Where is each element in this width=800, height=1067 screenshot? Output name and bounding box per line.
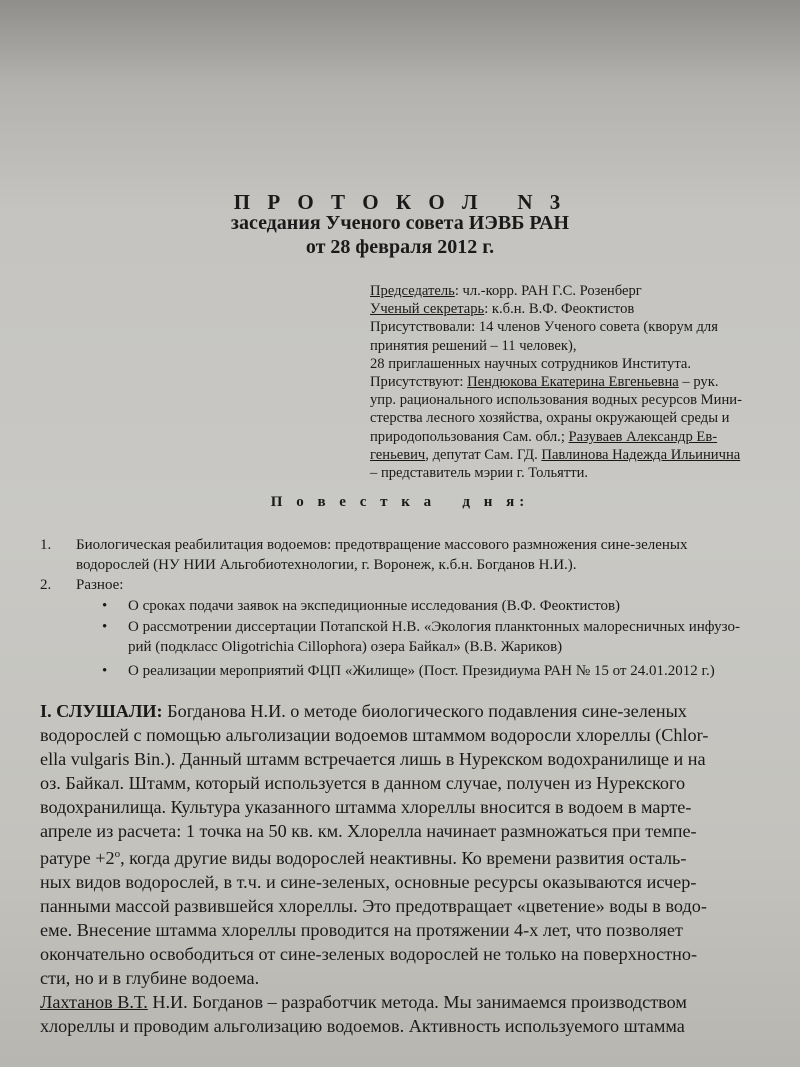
agenda-sub-2-line-1: О рассмотрении диссертации Потапской Н.В. «Экология планктонных малоресничных инфузо-	[128, 619, 740, 635]
chair-line	[370, 282, 770, 300]
body-line-3: ella vulgaris Bin.). Данный штамм встречается лишь в Нурекском водохранилище и на	[40, 748, 706, 769]
secretary-value: : к.б.н. В.Ф. Феоктистов	[484, 301, 635, 318]
attendance-block	[370, 282, 770, 482]
attend-line-3: стерства лесного хозяйства, охраны окружающей среды и	[370, 410, 730, 427]
agenda-list	[40, 535, 800, 681]
body-line-8: ных видов водорослей, в т.ч. и сине-зеленых, основные ресурсы оказываются исчер-	[40, 872, 697, 893]
body-line-14: хлореллы и проводим альголизацию водоемов. Активность используемого штамма	[40, 1015, 685, 1036]
body-line-5: водохранилища. Культура указанного штамма хлореллы вносится в водоем в марте-	[40, 796, 692, 817]
agenda-sub-2-line-2: рий (подкласс Oligotrichia Cillophora) озера Байкал» (В.В. Жариков)	[128, 639, 563, 655]
body-line-7-b: , когда другие виды водорослей неактивны. Ко времени развития осталь-	[120, 848, 687, 869]
agenda-heading: П о в е с т к а д н я:	[270, 494, 530, 510]
secretary-line	[370, 300, 770, 318]
body-line-13-rest: Н.И. Богданов – разработчик метода. Мы занимаемся производством	[147, 991, 687, 1012]
protocol-date: от 28 февраля 2012 г.	[305, 236, 495, 258]
protocol-subtitle: заседания Ученого совета ИЭВБ РАН	[230, 212, 570, 234]
attend-prefix: Присутствуют:	[370, 374, 468, 391]
attend-line-6: – представитель мэрии г. Тольятти.	[370, 465, 589, 482]
body-line-7-a: ратуре +2	[40, 848, 115, 869]
agenda-item-1	[40, 535, 800, 555]
agenda-item-2	[40, 575, 800, 595]
agenda-sub-2-cont	[40, 637, 800, 657]
attendee-name-1: Пендюкова Екатерина Евгеньевна	[467, 374, 679, 391]
body-line-11: окончательно освободиться от сине-зеленых водорослей не только на поверхностно-	[40, 944, 698, 965]
bullet-icon: •	[102, 598, 108, 614]
heard-label: I. СЛУШАЛИ:	[40, 701, 163, 721]
present-line-1: Присутствовали: 14 членов Ученого совета (кворум для	[370, 319, 718, 336]
chair-label: Председатель	[370, 283, 455, 299]
minutes-body	[40, 700, 800, 1039]
attendee-name-2a: Разуваев Александр Ев-	[568, 428, 718, 445]
bullet-icon: •	[102, 619, 108, 635]
bullet-icon: •	[102, 663, 108, 679]
attend-line-4	[370, 428, 770, 446]
body-line-9: панными массой развившейся хлореллы. Это предотвращает «цветение» воды в водо-	[40, 896, 707, 917]
agenda-item-2-line-1: Разное:	[76, 577, 124, 593]
attend-line-1-rest: – рук.	[678, 374, 719, 391]
body-line-4: оз. Байкал. Штамм, который используется в данном случае, получен из Нурекского	[40, 772, 686, 793]
agenda-sub-3-text: О реализации мероприятий ФЦП «Жилище» (Пост. Президиума РАН № 15 от 24.01.2012 г.)	[128, 663, 715, 679]
attend-line-1	[370, 373, 770, 391]
agenda-sub-2	[40, 617, 800, 637]
protocol-title: П Р О Т О К О Л N 3	[233, 190, 567, 214]
attend-line-2: упр. рационального использования водных ресурсов Мини-	[370, 392, 742, 409]
body-line-1-text: Богданова Н.И. о методе биологического подавления сине-зеленых	[162, 701, 687, 721]
degree-sup: o	[114, 848, 121, 861]
attend-line-4-pre: природопользования Сам. обл.;	[370, 428, 569, 445]
body-line-7	[40, 843, 800, 871]
attendee-name-3: Павлинова Надежда Ильинична	[541, 446, 741, 463]
attend-line-5-mid: , депутат Сам. ГД.	[425, 446, 542, 463]
secretary-label: Ученый секретарь	[370, 301, 485, 318]
agenda-sub-1-text: О сроках подачи заявок на экспедиционные исследования (В.Ф. Феоктистов)	[128, 598, 621, 614]
agenda-item-1-line-2: водорослей (НУ НИИ Альгобиотехнологии, г. Воронеж, к.б.н. Богданов Н.И.).	[76, 557, 577, 573]
attend-line-5	[370, 446, 770, 464]
chair-value: : чл.-корр. РАН Г.С. Розенберг	[454, 283, 642, 299]
attendee-name-2b: геньевич	[370, 446, 426, 463]
agenda-sub-3	[40, 661, 800, 681]
agenda-item-1-number: 1.	[40, 537, 52, 553]
body-line-6: апреле из расчета: 1 точка на 50 кв. км. Хлорелла начинает размножаться при темпе-	[40, 820, 697, 841]
body-line-1	[40, 700, 800, 724]
agenda-item-1-line-1: Биологическая реабилитация водоемов: предотвращение массового размножения сине-зеленых	[76, 537, 688, 553]
invited-line: 28 приглашенных научных сотрудников Института.	[370, 355, 692, 372]
speaker-2: Лахтанов В.Т.	[40, 991, 148, 1012]
agenda-sub-1	[40, 596, 800, 616]
body-line-13	[40, 991, 800, 1015]
agenda-item-2-number: 2.	[40, 577, 52, 593]
body-line-2: водорослей с помощью альголизации водоемов штаммом водоросли хлореллы (Chlor-	[40, 724, 709, 745]
body-line-10: еме. Внесение штамма хлореллы проводится на протяжении 4-х лет, что позволяет	[40, 920, 683, 941]
present-line-2: принятия решений – 11 человек),	[370, 337, 577, 354]
body-line-12: сти, но и в глубине водоема.	[40, 968, 260, 989]
agenda-item-1-cont	[40, 555, 800, 575]
